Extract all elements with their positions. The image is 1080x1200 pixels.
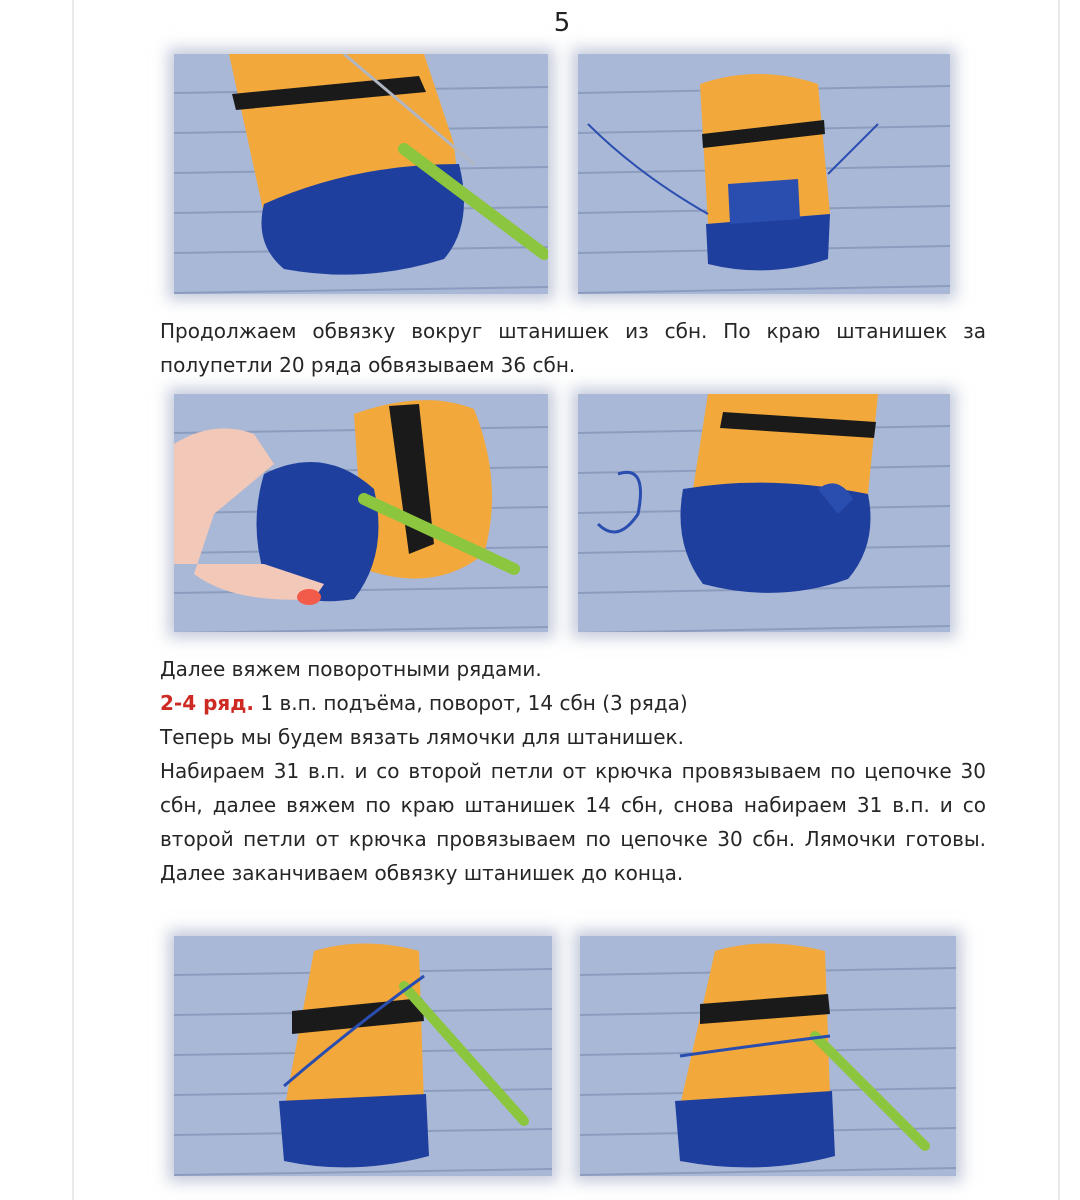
photo-step-1 bbox=[174, 54, 548, 294]
text-block-1 bbox=[160, 314, 986, 382]
row-label: 2-4 ряд. bbox=[160, 691, 255, 715]
photo-step-3 bbox=[174, 394, 548, 632]
paragraph-4: Набираем 31 в.п. и со второй петли от крючка провязываем по цепочке 30 сбн, далее вяжем по краю штанишек 14 сбн, снова набираем 31 в.п. и со второй петли от крючка провязываем по цепочке 30 сбн. Лямочки готовы. Далее заканчиваем обвязку штанишек до конца. bbox=[160, 759, 986, 885]
paragraph-2: Далее вяжем поворотными рядами. bbox=[160, 657, 542, 681]
photo-step-2 bbox=[578, 54, 950, 294]
photo-step-4 bbox=[578, 394, 950, 632]
photo-step-5 bbox=[174, 936, 552, 1176]
paragraph-3: Теперь мы будем вязать лямочки для штанишек. bbox=[160, 725, 684, 749]
text-block-2 bbox=[160, 652, 986, 890]
row-instruction bbox=[160, 686, 986, 720]
page-edge-left bbox=[72, 0, 74, 1200]
page-edge-right bbox=[1058, 0, 1060, 1200]
row-text: 1 в.п. подъёма, поворот, 14 сбн (3 ряда) bbox=[260, 691, 688, 715]
photo-step-6 bbox=[580, 936, 956, 1176]
page-number: 5 bbox=[553, 8, 571, 38]
paragraph-1: Продолжаем обвязку вокруг штанишек из сбн. По краю штанишек за полупетли 20 ряда обвязываем 36 сбн. bbox=[160, 319, 986, 377]
